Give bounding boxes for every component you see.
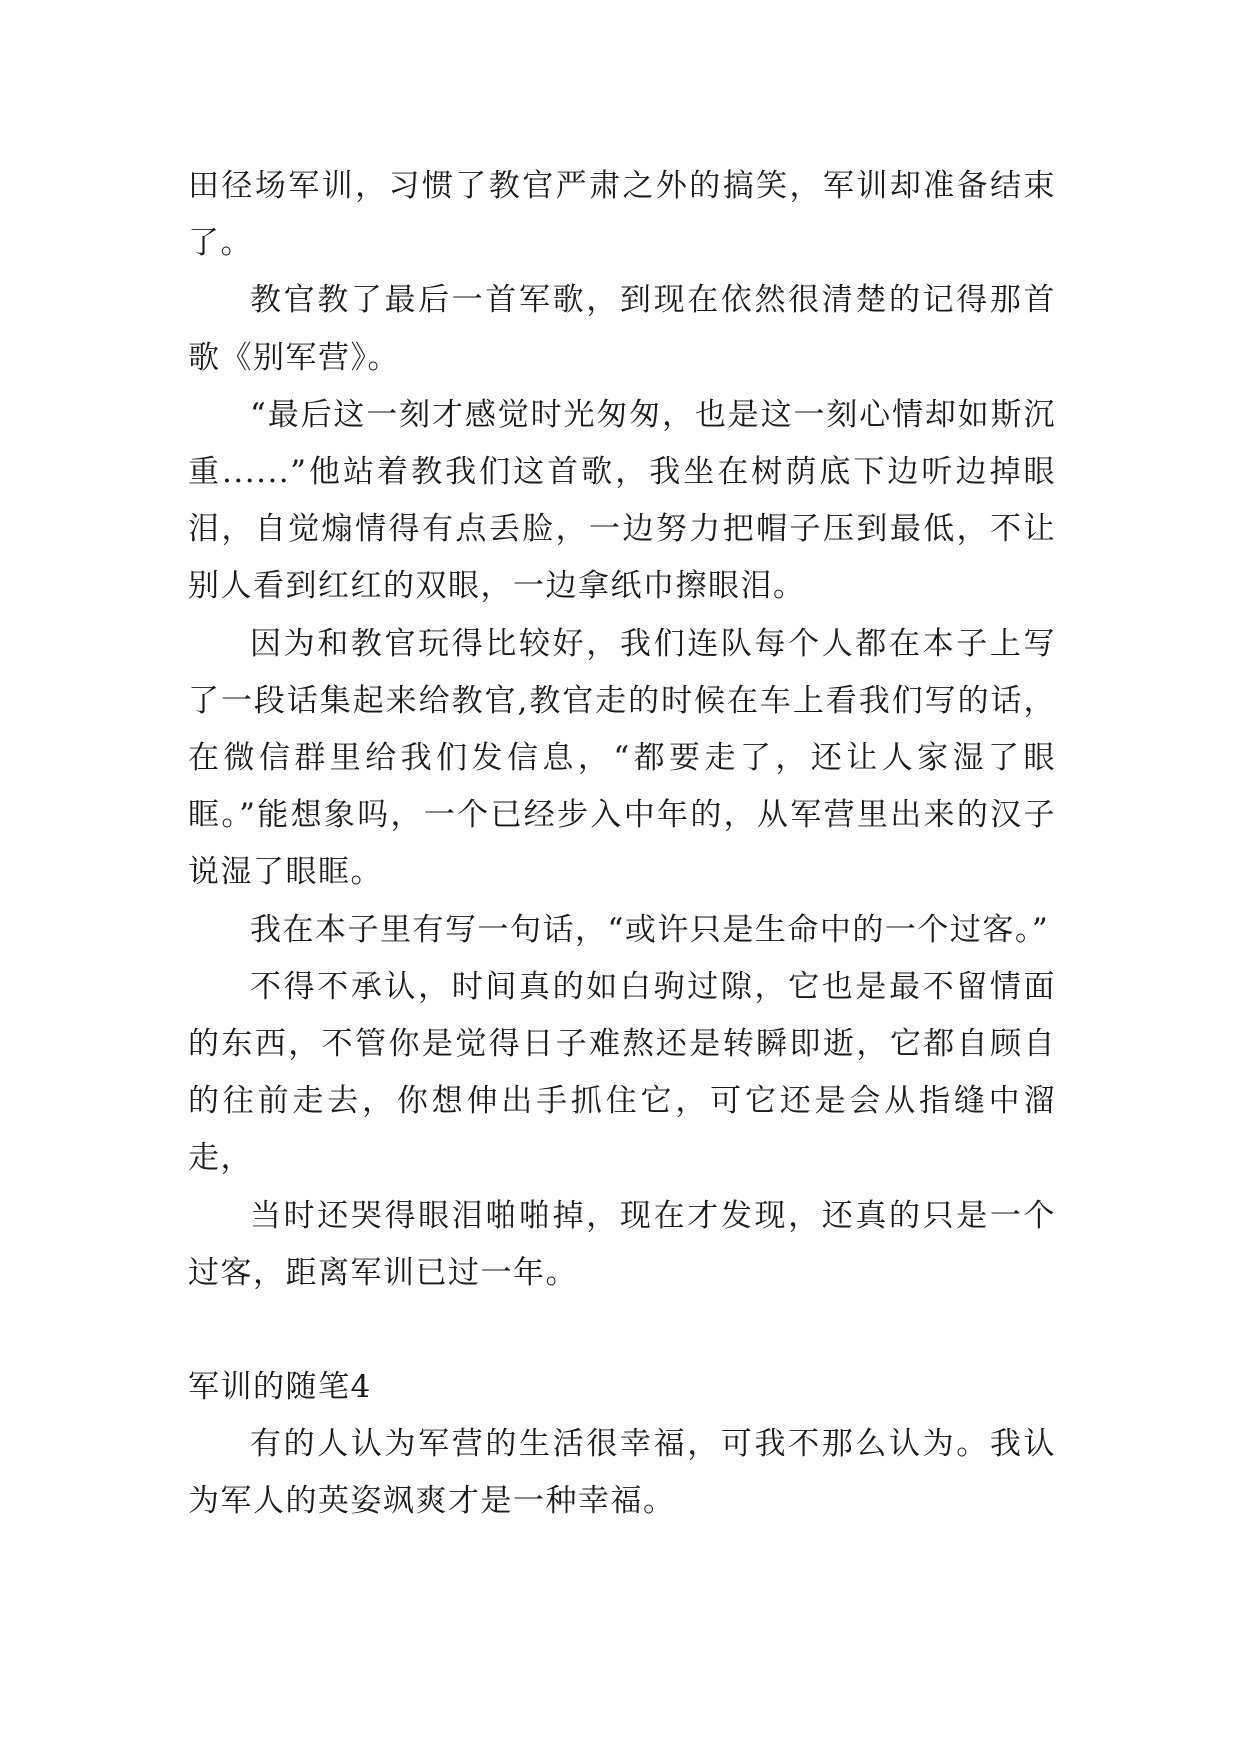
- document-body: [188, 158, 1056, 1531]
- section-heading: 军训的随笔4: [188, 1369, 372, 1406]
- paragraph-7: 当时还哭得眼泪啪啪掉，现在才发现，还真的只是一个过客，距离军训已过一年。: [188, 1197, 1056, 1291]
- paragraph-5: 我在本子里有写一句话，“或许只是生命中的一个过客。”: [250, 911, 1050, 948]
- paragraph-8: 有的人认为军营的生活很幸福，可我不那么认为。我认为军人的英姿飒爽才是一种幸福。: [188, 1426, 1056, 1520]
- paragraph-4: 因为和教官玩得比较好，我们连队每个人都在本子上写了一段话集起来给教官,教官走的时候在车上看我们写的话，在微信群里给我们发信息，“都要走了，还让人家湿了眼眶。”能想象吗，一个已经步入中年的，从军营里出来的汉子说湿了眼眶。: [188, 625, 1056, 891]
- paragraph-1: 田径场军训，习惯了教官严肃之外的搞笑，军训却准备结束了。: [188, 168, 1056, 262]
- paragraph-2: 教官教了最后一首军歌，到现在依然很清楚的记得那首歌《别军营》。: [188, 282, 1056, 376]
- paragraph-6: 不得不承认，时间真的如白驹过隙，它也是最不留情面的东西，不管你是觉得日子难熬还是转瞬即逝，它都自顾自的往前走去，你想伸出手抓住它，可它还是会从指缝中溜走，: [188, 968, 1056, 1177]
- paragraph-3: “最后这一刻才感觉时光匆匆，也是这一刻心情却如斯沉重......”他站着教我们这首歌，我坐在树荫底下边听边掉眼泪，自觉煽情得有点丢脸，一边努力把帽子压到最低，不让别人看到红红的双眼，一边拿纸巾擦眼泪。: [188, 396, 1056, 605]
